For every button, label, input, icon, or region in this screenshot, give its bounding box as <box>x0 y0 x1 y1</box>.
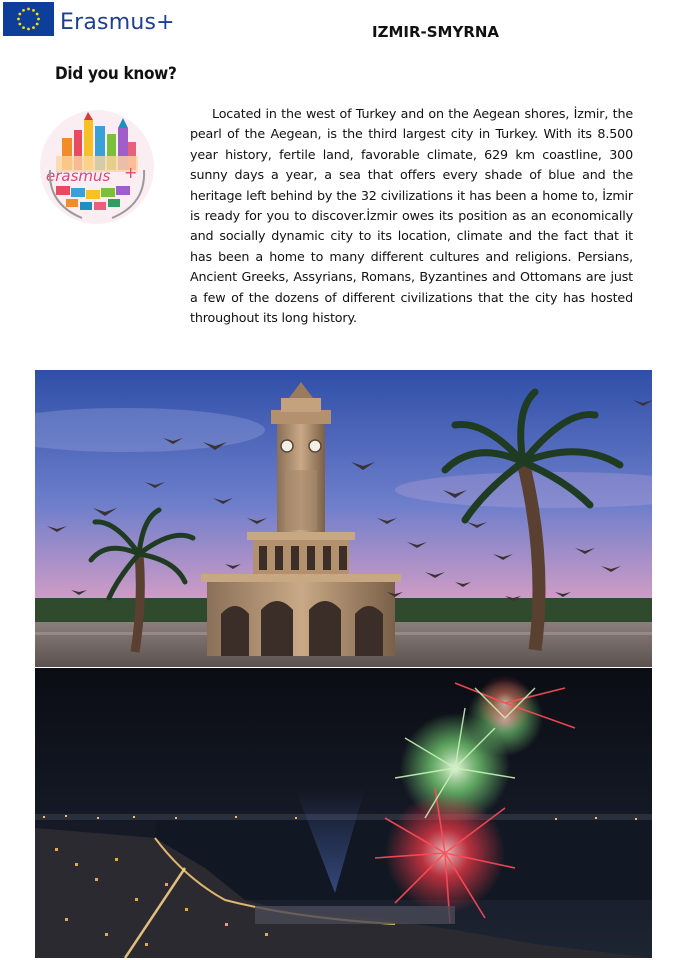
section-heading: Did you know? <box>55 64 177 84</box>
fireworks-photo <box>35 668 652 958</box>
svg-text:erasmus: erasmus <box>46 167 111 185</box>
erasmus-brand-name: Erasmus+ <box>60 10 175 35</box>
eu-star-icon <box>32 9 35 12</box>
eu-star-icon <box>37 18 40 21</box>
eu-star-icon <box>18 13 21 16</box>
eu-star-icon <box>17 18 20 21</box>
eu-star-icon <box>36 13 39 16</box>
intro-paragraph: Located in the west of Turkey and on the Aegean shores, İzmir, the pearl of the Aegean, is the third largest city in Turkey. With its 8.500 year history, fertile land, favorable climate, 629 km coastline, 300 sunny days a year, a sea that offers every shade of blue and the heritage left behind by the 32 civilizations it has been a home to, İzmir is ready for you to discover.İzmir owes its position as an economically and socially dynamic city to its location, climate and the fact that it has been a home to many different cultures and religions. Persians, Ancient Greeks, Assyrians, Romans, Byzantines and Ottomans are just a few of the dozens of different civilizations that the city has hosted throughout its long history. <box>190 106 633 326</box>
eu-star-icon <box>22 9 25 12</box>
erasmus-logo-icon <box>38 108 156 226</box>
svg-text:+: + <box>124 163 138 182</box>
eu-star-icon <box>27 8 30 11</box>
page-title: IZMIR-SMYRNA <box>372 23 500 41</box>
clock-tower-photo <box>35 370 652 667</box>
